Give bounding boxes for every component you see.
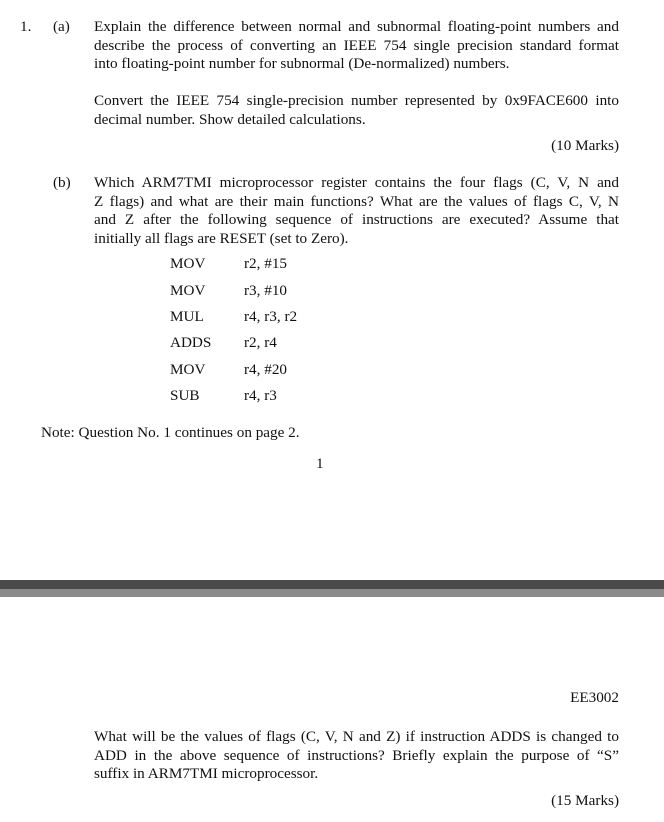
instruction-row [170, 361, 370, 381]
instruction-operands: r2, #15 [244, 255, 288, 272]
instruction-opcode: MOV [170, 282, 206, 299]
instruction-opcode: SUB [170, 387, 200, 404]
followup-line: suffix in ARM7TMI microprocessor. [94, 765, 319, 782]
part-b-question-text [94, 174, 619, 248]
part-a-line: Convert the IEEE 754 single-precision number represented by 0x9FACE600 into [94, 92, 619, 109]
part-b-label: (b) [53, 174, 71, 191]
part-b-line: and Z after the following sequence of instructions are executed? Assume that [94, 211, 619, 228]
page-separator-shadow [0, 580, 664, 589]
part-a-marks: (10 Marks) [551, 137, 619, 154]
part-b-marks: (15 Marks) [551, 792, 619, 809]
instruction-opcode: ADDS [170, 334, 212, 351]
instruction-operands: r3, #10 [244, 282, 288, 299]
instruction-opcode: MOV [170, 361, 206, 378]
instruction-operands: r4, r3, r2 [244, 308, 298, 325]
followup-line: What will be the values of flags (C, V, N and Z) if instruction ADDS is changed to [94, 728, 619, 745]
instruction-row [170, 334, 370, 354]
part-b-line: Z flags) and what are their main functions? What are the values of flags C, V, N [94, 192, 619, 210]
instruction-operands: r4, r3 [244, 387, 277, 404]
course-code: EE3002 [570, 689, 619, 706]
instruction-row [170, 308, 370, 328]
page-separator [0, 580, 664, 597]
instruction-opcode: MUL [170, 308, 204, 325]
part-a-label: (a) [53, 18, 70, 35]
question-number: 1. [20, 18, 32, 35]
page-number: 1 [316, 455, 324, 472]
instruction-row [170, 255, 370, 275]
part-a-line: decimal number. Show detailed calculations. [94, 110, 366, 128]
part-a-line: into floating-point number for subnormal (De-normalized) numbers. [94, 55, 510, 72]
instruction-operands: r2, r4 [244, 334, 277, 351]
instruction-row [170, 282, 370, 302]
part-a-line: describe the process of converting an IEEE 754 single precision standard format [94, 36, 619, 54]
part-a-line: Explain the difference between normal and subnormal floating-point numbers and [94, 18, 619, 35]
instruction-opcode: MOV [170, 255, 206, 272]
followup-line: ADD in the above sequence of instructions? Briefly explain the purpose of “S” [94, 746, 619, 764]
part-b-line: Which ARM7TMI microprocessor register contains the four flags (C, V, N and [94, 174, 619, 191]
part-b-line: initially all flags are RESET (set to Zero). [94, 229, 349, 247]
exam-page-2 [0, 597, 664, 822]
part-a-conversion-text [94, 92, 619, 129]
part-a-question-text [94, 18, 619, 74]
part-b-followup-text [94, 728, 619, 784]
instruction-row [170, 387, 370, 407]
instruction-operands: r4, #20 [244, 361, 288, 378]
continuation-note: Note: Question No. 1 continues on page 2. [41, 424, 300, 441]
